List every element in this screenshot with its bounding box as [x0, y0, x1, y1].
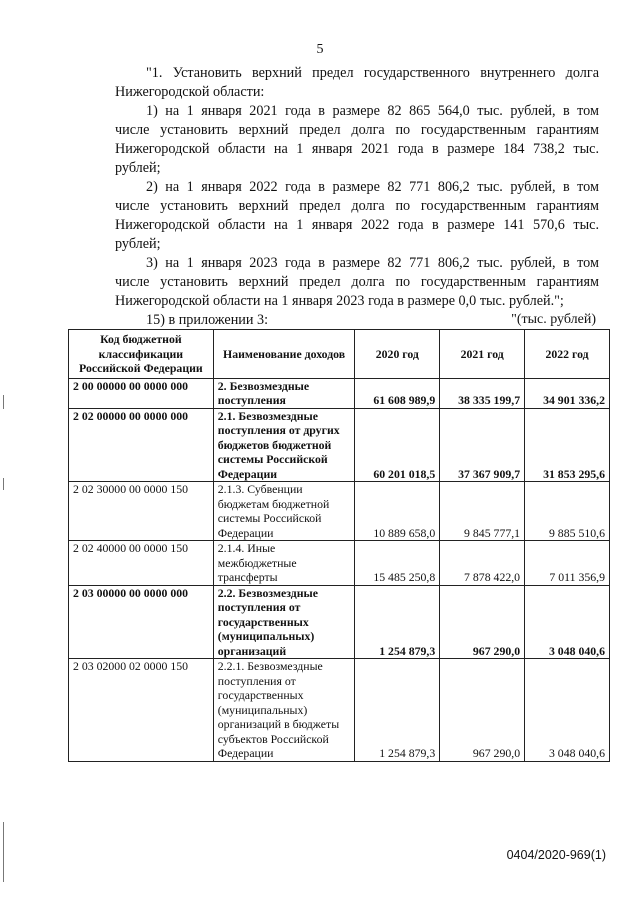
table-cell-2021: 38 335 199,7 — [440, 378, 525, 408]
scan-edge-mark — [3, 395, 4, 409]
table-cell-code: 2 02 30000 00 0000 150 — [69, 482, 214, 541]
table-cell-2020: 60 201 018,5 — [355, 408, 440, 482]
document-code: 0404/2020-969(1) — [506, 848, 606, 862]
table-cell-code: 2 03 00000 00 0000 000 — [69, 585, 214, 659]
table-cell-name: 2.1.3. Субвенции бюджетам бюджетной системы Российской Федерации — [213, 482, 355, 541]
paragraph-line: 1) на 1 января 2021 года в размере 82 865 564,0 тыс. рублей, в том — [146, 103, 599, 119]
table-cell-2021: 967 290,0 — [440, 585, 525, 659]
table-cell-2020: 15 485 250,8 — [355, 541, 440, 586]
table-cell-code: 2 03 02000 02 0000 150 — [69, 659, 214, 762]
table-cell-2020: 61 608 989,9 — [355, 378, 440, 408]
table-row — [69, 541, 610, 586]
table-cell-name: 2. Безвозмездные поступления — [213, 378, 355, 408]
paragraph-line: рублей; — [115, 160, 161, 176]
column-header-2020: 2020 год — [355, 330, 440, 379]
table-cell-2020: 1 254 879,3 — [355, 585, 440, 659]
table-cell-name: 2.1. Безвозмездные поступления от других бюджетов бюджетной системы Российской Федерации — [213, 408, 355, 482]
paragraph-line: 3) на 1 января 2023 года в размере 82 771 806,2 тыс. рублей, в том — [146, 255, 599, 271]
table-cell-2022: 7 011 356,9 — [525, 541, 610, 586]
table-cell-2021: 7 878 422,0 — [440, 541, 525, 586]
paragraph-line: числе установить верхний предел долга по государственным гарантиям — [115, 122, 599, 138]
table-cell-name: 2.2. Безвозмездные поступления от государственных (муниципальных) организаций — [213, 585, 355, 659]
table-cell-code: 2 00 00000 00 0000 000 — [69, 378, 214, 408]
table-cell-code: 2 02 40000 00 0000 150 — [69, 541, 214, 586]
revenue-table — [68, 329, 610, 762]
scan-edge-mark — [3, 478, 4, 490]
scan-edge-mark — [3, 822, 4, 882]
table-cell-2022: 31 853 295,6 — [525, 408, 610, 482]
table-row — [69, 408, 610, 482]
paragraph-line: Нижегородской области на 1 января 2021 года в размере 184 738,2 тыс. — [115, 141, 599, 157]
page-number: 5 — [316, 42, 324, 57]
table-row — [69, 585, 610, 659]
table-cell-2021: 37 367 909,7 — [440, 408, 525, 482]
column-header-name: Наименование доходов — [213, 330, 355, 379]
table-cell-code: 2 02 00000 00 0000 000 — [69, 408, 214, 482]
table-cell-2022: 34 901 336,2 — [525, 378, 610, 408]
column-header-2022: 2022 год — [525, 330, 610, 379]
paragraph-line: Нижегородской области: — [115, 84, 265, 100]
table-cell-2020: 1 254 879,3 — [355, 659, 440, 762]
table-header-row — [69, 330, 610, 379]
column-header-2021: 2021 год — [440, 330, 525, 379]
paragraph-line: "1. Установить верхний предел государственного внутреннего долга — [146, 65, 599, 81]
paragraph-line: рублей; — [115, 236, 161, 252]
table-cell-2021: 967 290,0 — [440, 659, 525, 762]
paragraph-line: числе установить верхний предел долга по государственным гарантиям — [115, 274, 599, 290]
table-row — [69, 659, 610, 762]
column-header-code: Код бюджетной классификации Российской Федерации — [69, 330, 214, 379]
paragraph-line: числе установить верхний предел долга по государственным гарантиям — [115, 198, 599, 214]
table-cell-2020: 10 889 658,0 — [355, 482, 440, 541]
paragraph-line: 15) в приложении 3: — [146, 312, 269, 328]
unit-note: "(тыс. рублей) — [511, 312, 596, 327]
paragraph-line: Нижегородской области на 1 января 2023 года в размере 0,0 тыс. рублей."; — [115, 293, 564, 309]
paragraph-line: Нижегородской области на 1 января 2022 года в размере 141 570,6 тыс. — [115, 217, 599, 233]
table-cell-name: 2.2.1. Безвозмездные поступления от государственных (муниципальных) организаций в бюджеты субъектов Российской Федерации — [213, 659, 355, 762]
paragraph-line: 2) на 1 января 2022 года в размере 82 771 806,2 тыс. рублей, в том — [146, 179, 599, 195]
table-cell-2021: 9 845 777,1 — [440, 482, 525, 541]
table-cell-name: 2.1.4. Иные межбюджетные трансферты — [213, 541, 355, 586]
table-cell-2022: 9 885 510,6 — [525, 482, 610, 541]
table-cell-2022: 3 048 040,6 — [525, 659, 610, 762]
table-row — [69, 482, 610, 541]
table-row — [69, 378, 610, 408]
table-cell-2022: 3 048 040,6 — [525, 585, 610, 659]
